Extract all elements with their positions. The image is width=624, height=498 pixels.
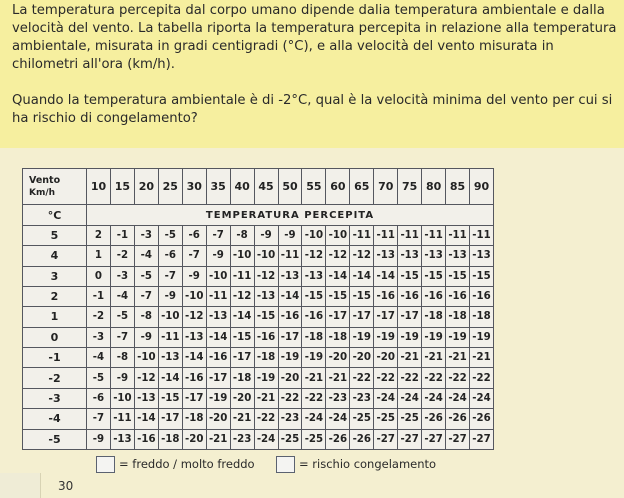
perceived-temp-cell: -19 <box>446 327 470 347</box>
perceived-temp-cell: -16 <box>254 327 278 347</box>
wind-speed-header: 60 <box>326 169 350 205</box>
perceived-temp-cell: -17 <box>158 409 182 429</box>
perceived-temp-cell: -23 <box>326 388 350 408</box>
perceived-temp-cell: -18 <box>254 348 278 368</box>
perceived-temp-cell: -11 <box>422 225 446 245</box>
perceived-temp-cell: -20 <box>374 348 398 368</box>
perceived-temp-cell: -17 <box>350 307 374 327</box>
perceived-temp-cell: -9 <box>110 368 134 388</box>
perceived-temp-cell: -16 <box>374 286 398 306</box>
perceived-temp-cell: -12 <box>326 246 350 266</box>
ambient-temp-cell: 2 <box>23 286 87 306</box>
perceived-temp-cell: -22 <box>422 368 446 388</box>
perceived-temp-cell: -2 <box>87 307 111 327</box>
table-row <box>23 327 494 347</box>
perceived-temp-cell: -19 <box>278 348 302 368</box>
perceived-temp-cell: -23 <box>278 409 302 429</box>
wind-speed-header: 45 <box>254 169 278 205</box>
perceived-temp-cell: -22 <box>398 368 422 388</box>
perceived-temp-cell: -14 <box>350 266 374 286</box>
perceived-temp-cell: -11 <box>278 246 302 266</box>
perceived-temp-cell: -24 <box>470 388 494 408</box>
perceived-temp-cell: -23 <box>350 388 374 408</box>
problem-question: Quando la temperatura ambientale è di -2°C, qual è la velocità minima del vento per cui si ha rischio di congelamento? <box>12 93 613 126</box>
wind-speed-header: 10 <box>87 169 111 205</box>
perceived-temp-cell: -24 <box>374 388 398 408</box>
perceived-temp-cell: -7 <box>134 286 158 306</box>
perceived-temp-cell: -11 <box>398 225 422 245</box>
table-row <box>23 368 494 388</box>
perceived-temp-cell: -11 <box>230 266 254 286</box>
perceived-temp-cell: -16 <box>470 286 494 306</box>
perceived-temp-cell: -16 <box>278 307 302 327</box>
perceived-temp-cell: -12 <box>254 266 278 286</box>
perceived-temp-cell: -14 <box>206 327 230 347</box>
perceived-temp-cell: -19 <box>422 327 446 347</box>
perceived-temp-cell: -7 <box>158 266 182 286</box>
perceived-temp-cell: -22 <box>350 368 374 388</box>
wind-speed-header: 55 <box>302 169 326 205</box>
table-row <box>23 388 494 408</box>
perceived-temp-cell: -21 <box>398 348 422 368</box>
wind-speed-header: 30 <box>182 169 206 205</box>
perceived-temp-cell: -13 <box>302 266 326 286</box>
perceived-temp-cell: -11 <box>110 409 134 429</box>
perceived-temp-cell: -21 <box>206 429 230 449</box>
perceived-temp-cell: -27 <box>470 429 494 449</box>
perceived-temp-cell: -3 <box>110 266 134 286</box>
ambient-temp-cell: 5 <box>23 225 87 245</box>
perceived-temp-cell: -4 <box>87 348 111 368</box>
perceived-temp-cell: -13 <box>206 307 230 327</box>
legend-cold-swatch <box>96 456 115 473</box>
perceived-temp-cell: -11 <box>350 225 374 245</box>
wind-speed-header: 40 <box>230 169 254 205</box>
perceived-temp-cell: 1 <box>87 246 111 266</box>
legend-risk-label: = rischio congelamento <box>299 457 437 471</box>
corner-wind-label: Vento <box>29 174 61 186</box>
perceived-temp-cell: -6 <box>158 246 182 266</box>
perceived-temp-cell: -5 <box>110 307 134 327</box>
perceived-temp-cell: -17 <box>398 307 422 327</box>
perceived-temp-cell: -15 <box>398 266 422 286</box>
problem-intro: La temperatura percepita dal corpo umano dipende dalia temperatura ambientale e dalla velocità del vento. La tabella riporta la temperatura percepita in relazione alla temperatura ambientale, misurata in gradi centigradi (°C), e alla velocità del vento misurata in chilometri all'ora (km/h). <box>12 3 617 72</box>
perceived-temp-cell: -6 <box>87 388 111 408</box>
table-row <box>23 225 494 245</box>
perceived-temp-cell: -14 <box>278 286 302 306</box>
perceived-temp-cell: -21 <box>254 388 278 408</box>
perceived-temp-cell: -20 <box>278 368 302 388</box>
perceived-temp-cell: -15 <box>254 307 278 327</box>
perceived-temp-cell: -10 <box>326 225 350 245</box>
perceived-temp-cell: -1 <box>87 286 111 306</box>
ambient-temp-cell: -4 <box>23 409 87 429</box>
perceived-temp-cell: -5 <box>87 368 111 388</box>
wind-speed-header: 90 <box>470 169 494 205</box>
perceived-temp-cell: -19 <box>374 327 398 347</box>
perceived-temp-cell: -3 <box>134 225 158 245</box>
legend-cold <box>96 456 255 473</box>
perceived-temp-cell: -17 <box>278 327 302 347</box>
perceived-temp-cell: -10 <box>182 286 206 306</box>
table-row <box>23 286 494 306</box>
perceived-temp-cell: -17 <box>230 348 254 368</box>
perceived-temp-cell: -26 <box>470 409 494 429</box>
perceived-temp-cell: -20 <box>230 388 254 408</box>
perceived-temp-cell: -13 <box>374 246 398 266</box>
perceived-temp-cell: -24 <box>302 409 326 429</box>
perceived-temp-cell: -23 <box>230 429 254 449</box>
perceived-temp-cell: -10 <box>230 246 254 266</box>
perceived-temp-cell: -15 <box>350 286 374 306</box>
perceived-temp-cell: -24 <box>398 388 422 408</box>
perceived-temp-cell: -17 <box>206 368 230 388</box>
perceived-temp-cell: -17 <box>182 388 206 408</box>
perceived-temp-cell: -10 <box>110 388 134 408</box>
corner-unit-label: Km/h <box>29 187 56 198</box>
perceived-temp-cell: -15 <box>422 266 446 286</box>
corner-temp-label: °C <box>23 205 87 225</box>
ambient-temp-cell: 1 <box>23 307 87 327</box>
legend-risk-swatch <box>276 456 295 473</box>
perceived-temp-cell: -6 <box>182 225 206 245</box>
perceived-temp-cell: -22 <box>446 368 470 388</box>
perceived-temp-cell: -21 <box>326 368 350 388</box>
table-row <box>23 429 494 449</box>
perceived-temp-cell: -10 <box>302 225 326 245</box>
perceived-temp-cell: 0 <box>87 266 111 286</box>
perceived-temp-cell: -27 <box>422 429 446 449</box>
perceived-temp-cell: -10 <box>134 348 158 368</box>
wind-speed-header: 80 <box>422 169 446 205</box>
perceived-temp-cell: -16 <box>398 286 422 306</box>
page-corner <box>0 473 41 498</box>
perceived-temp-cell: -11 <box>158 327 182 347</box>
perceived-temp-cell: -15 <box>326 286 350 306</box>
wind-speed-header: 35 <box>206 169 230 205</box>
perceived-temp-cell: -13 <box>110 429 134 449</box>
ambient-temp-cell: 4 <box>23 246 87 266</box>
perceived-temp-cell: -22 <box>374 368 398 388</box>
perceived-temp-cell: -17 <box>326 307 350 327</box>
perceived-temp-cell: -9 <box>182 266 206 286</box>
perceived-temp-cell: -12 <box>230 286 254 306</box>
wind-speed-header: 75 <box>398 169 422 205</box>
perceived-temp-cell: -22 <box>302 388 326 408</box>
table-row <box>23 348 494 368</box>
header-row <box>23 169 494 205</box>
perceived-temp-cell: -9 <box>278 225 302 245</box>
table-row <box>23 307 494 327</box>
perceived-temp-cell: -10 <box>254 246 278 266</box>
perceived-temp-cell: -26 <box>422 409 446 429</box>
perceived-temp-cell: -11 <box>374 225 398 245</box>
perceived-temp-cell: -20 <box>350 348 374 368</box>
perceived-temp-cell: -15 <box>230 327 254 347</box>
perceived-temp-cell: -19 <box>350 327 374 347</box>
perceived-temp-cell: -16 <box>422 286 446 306</box>
ambient-temp-cell: -2 <box>23 368 87 388</box>
perceived-temp-cell: -2 <box>110 246 134 266</box>
perceived-temp-cell: -17 <box>374 307 398 327</box>
perceived-temp-cell: -25 <box>278 429 302 449</box>
perceived-temp-cell: -26 <box>350 429 374 449</box>
perceived-temp-cell: -18 <box>422 307 446 327</box>
perceived-temp-cell: -25 <box>398 409 422 429</box>
perceived-temp-cell: -9 <box>134 327 158 347</box>
perceived-temp-cell: -24 <box>446 388 470 408</box>
perceived-temp-cell: -14 <box>230 307 254 327</box>
perceived-temp-cell: -15 <box>470 266 494 286</box>
perceived-temp-cell: -7 <box>87 409 111 429</box>
wind-speed-header: 25 <box>158 169 182 205</box>
perceived-temp-cell: -16 <box>134 429 158 449</box>
perceived-temp-cell: -19 <box>398 327 422 347</box>
perceived-temp-cell: -13 <box>182 327 206 347</box>
perceived-temp-cell: -25 <box>374 409 398 429</box>
perceived-temp-cell: -7 <box>182 246 206 266</box>
perceived-temp-cell: -13 <box>158 348 182 368</box>
wind-speed-header: 70 <box>374 169 398 205</box>
perceived-temp-cell: -13 <box>446 246 470 266</box>
perceived-temp-cell: -12 <box>350 246 374 266</box>
wind-chill-table-container <box>22 168 494 450</box>
ambient-temp-cell: -1 <box>23 348 87 368</box>
perceived-temp-cell: -12 <box>134 368 158 388</box>
perceived-temp-cell: -22 <box>278 388 302 408</box>
perceived-temp-cell: -18 <box>182 409 206 429</box>
perceived-temp-cell: -16 <box>446 286 470 306</box>
wind-speed-header: 15 <box>110 169 134 205</box>
perceived-temp-cell: -8 <box>230 225 254 245</box>
perceived-temp-cell: -27 <box>398 429 422 449</box>
perceived-temp-cell: -26 <box>446 409 470 429</box>
perceived-temp-cell: -24 <box>422 388 446 408</box>
perceived-temp-cell: -15 <box>446 266 470 286</box>
perceived-temp-cell: -18 <box>470 307 494 327</box>
perceived-temp-cell: -18 <box>302 327 326 347</box>
wind-speed-header: 85 <box>446 169 470 205</box>
perceived-temp-cell: -20 <box>206 409 230 429</box>
perceived-temp-cell: -21 <box>446 348 470 368</box>
perceived-temp-cell: -13 <box>134 388 158 408</box>
legend-cold-label: = freddo / molto freddo <box>119 457 255 471</box>
perceived-temp-cell: -19 <box>254 368 278 388</box>
table-row <box>23 246 494 266</box>
ambient-temp-cell: -5 <box>23 429 87 449</box>
perceived-temp-cell: -11 <box>470 225 494 245</box>
legend-risk <box>276 456 436 473</box>
perceived-temp-cell: -27 <box>374 429 398 449</box>
perceived-temp-cell: -14 <box>326 266 350 286</box>
perceived-temp-cell: -12 <box>182 307 206 327</box>
wind-chill-table <box>22 168 494 450</box>
perceived-temp-cell: -25 <box>350 409 374 429</box>
perceived-temp-cell: -19 <box>302 348 326 368</box>
perceived-temp-cell: -21 <box>230 409 254 429</box>
table-row <box>23 266 494 286</box>
perceived-temp-cell: -16 <box>302 307 326 327</box>
perceived-temp-cell: -9 <box>206 246 230 266</box>
perceived-temp-cell: -13 <box>278 266 302 286</box>
perceived-temp-cell: -14 <box>182 348 206 368</box>
perceived-temp-cell: -7 <box>110 327 134 347</box>
perceived-temp-cell: -22 <box>470 368 494 388</box>
corner-cell <box>23 169 87 205</box>
perceived-temp-cell: -18 <box>446 307 470 327</box>
perceived-temp-cell: -9 <box>254 225 278 245</box>
perceived-temp-cell: -11 <box>446 225 470 245</box>
perceived-temp-cell: -19 <box>206 388 230 408</box>
perceived-temp-cell: -20 <box>326 348 350 368</box>
perceived-temp-cell: -1 <box>110 225 134 245</box>
perceived-temp-cell: -19 <box>470 327 494 347</box>
banner-row <box>23 205 494 225</box>
wind-speed-header: 20 <box>134 169 158 205</box>
wind-speed-header: 50 <box>278 169 302 205</box>
perceived-temp-cell: -13 <box>422 246 446 266</box>
perceived-temp-cell: -21 <box>302 368 326 388</box>
perceived-temp-cell: -4 <box>134 246 158 266</box>
perceived-temp-cell: -22 <box>254 409 278 429</box>
perceived-temp-cell: -12 <box>302 246 326 266</box>
perceived-temp-cell: -8 <box>134 307 158 327</box>
perceived-temp-cell: -7 <box>206 225 230 245</box>
perceived-temp-cell: -15 <box>302 286 326 306</box>
perceived-temp-cell: -10 <box>206 266 230 286</box>
perceived-temp-cell: -3 <box>87 327 111 347</box>
table-row <box>23 409 494 429</box>
perceived-temp-cell: -26 <box>326 429 350 449</box>
perceived-temp-cell: -15 <box>158 388 182 408</box>
perceived-temp-cell: -21 <box>422 348 446 368</box>
perceived-temp-cell: -18 <box>326 327 350 347</box>
ambient-temp-cell: -3 <box>23 388 87 408</box>
perceived-temp-cell: -20 <box>182 429 206 449</box>
perceived-temp-cell: -9 <box>158 286 182 306</box>
perceived-temp-cell: -13 <box>470 246 494 266</box>
perceived-temp-cell: -8 <box>110 348 134 368</box>
perceived-temp-cell: -10 <box>158 307 182 327</box>
perceived-temp-cell: -11 <box>206 286 230 306</box>
perceived-temp-cell: -13 <box>398 246 422 266</box>
perceived-temp-cell: -14 <box>158 368 182 388</box>
perceived-temp-cell: 2 <box>87 225 111 245</box>
perceived-temp-cell: -24 <box>254 429 278 449</box>
perceived-temp-cell: -25 <box>302 429 326 449</box>
perceived-temp-cell: -13 <box>254 286 278 306</box>
ambient-temp-cell: 3 <box>23 266 87 286</box>
perceived-temp-cell: -5 <box>158 225 182 245</box>
ambient-temp-cell: 0 <box>23 327 87 347</box>
perceived-temp-cell: -5 <box>134 266 158 286</box>
perceived-temp-cell: -16 <box>206 348 230 368</box>
table-banner: TEMPERATURA PERCEPITA <box>87 205 494 225</box>
perceived-temp-cell: -4 <box>110 286 134 306</box>
perceived-temp-cell: -9 <box>87 429 111 449</box>
perceived-temp-cell: -24 <box>326 409 350 429</box>
perceived-temp-cell: -27 <box>446 429 470 449</box>
perceived-temp-cell: -14 <box>134 409 158 429</box>
perceived-temp-cell: -18 <box>230 368 254 388</box>
problem-box <box>0 0 624 148</box>
perceived-temp-cell: -14 <box>374 266 398 286</box>
page-number: 30 <box>58 479 74 493</box>
perceived-temp-cell: -18 <box>158 429 182 449</box>
wind-speed-header: 65 <box>350 169 374 205</box>
perceived-temp-cell: -21 <box>470 348 494 368</box>
perceived-temp-cell: -16 <box>182 368 206 388</box>
